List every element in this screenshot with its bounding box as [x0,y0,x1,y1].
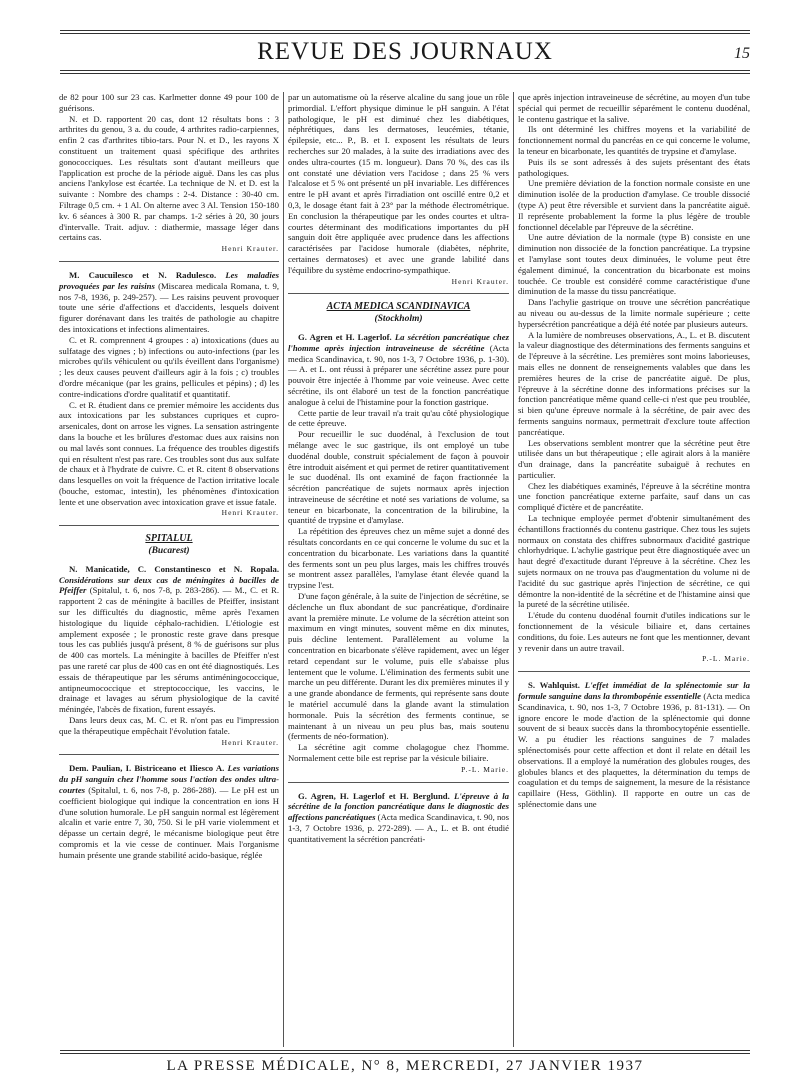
column-divider [283,92,284,1047]
column-3 [518,92,750,810]
paragraph: de 82 pour 100 sur 23 cas. Karlmetter donne 49 pour 100 de guérisons. [59,92,279,113]
header-rule [60,70,750,71]
paragraph: Une première déviation de la fonction normale consiste en une diminution isolée de la production d'amylase. Ce trouble dissocié (type A) peut être réversible et survient dans la pancréatite aiguë. Il représente probablement la forme la plus légère de trouble fonctionnel décelable par l'épreuve de la sécrétine. [518,178,750,232]
paragraph: que après injection intraveineuse de sécrétine, au moyen d'un tube spécial qui permet de recueillir séparément le contenu duodénal, le contenu gastrique et la salive. [518,92,750,124]
article-title: Considérations sur deux cas de méningites à bacilles de Pfeiffer [59,574,279,596]
paragraph: N. et D. rapportent 20 cas, dont 12 résultats bons : 3 arthrites du genou, 3 a. du coude, 4 arthrites radio-carpiennes, enfin 2 cas d'arthrites tibio-tars. Pour N. et D., les rayons X constituent un traitement quasi spécifique des arthrites gonococciques. Les résultats sont d'autant meilleurs que l'application est proche de la période aiguë. Dans les cas plus anciens l'ankylose est écartée. La technique de N. et D. est la suivante : Nombre des champs : 2-4. Distance : 30-40 cm. Filtrage 0,5 cm. + 1 Al. On alterne avec 3 Al. Tension 150-180 kv. 6 séances à 300 R. par champs. 1-2 séries à 20, 30 jours d'intervalle. Trait. adjuv. : diathermie, massage léger dans certains cas. [59,113,279,243]
column-2 [288,92,509,845]
article-abstract [59,270,279,335]
paragraph: Pour recueillir le suc duodénal, à l'exclusion de tout mélange avec le suc gastrique, ils ont employé un tube duodénal double, construit spécialement de façon à pouvoir être introduit aisément et qui permet de retirer quantitativement le suc duodénal. Ils ont examiné de façon fractionnée la sécrétion pancréatique de sujets normaux après injection intraveineuse de sécrétine et noté ses variations de volume, sa teneur en bicarbonate, la concentration de la bilirubine, la quantité de trypsine et d'amylase. [288,429,509,526]
paragraph: Ils ont déterminé les chiffres moyens et la variabilité de fonctionnement normal du pancréas en ce qui concerne le volume, la teneur en bicarbonate, les quantités de trypsine et d'amylase. [518,124,750,156]
article-authors: G. Agren, H. Lagerlof et H. Berglund. [298,790,450,801]
article-reference: (Spitalul, t. 6, nos 7-8, p. 283-286). — M., C. et R. rapportent 2 cas de méningite à bacilles de Pfeiffer, insistant sur les difficultés du diagnostic, même après l'examen histologique du liquide céphalo-rachidien. L'étiologie est amplement exposée ; le pronostic reste grave dans presque tous les cas publiés jusqu'à présent, 8 % de guérisons sur plus de 400 cas mortels. La méningite à bacilles de Pfeiffer n'est pas une rareté car plus de 400 cas en ont été diagnostiqués. Les essais de thérapeutique par les sérums antiméningococcique, antipneumococcique et streptococcique, les vaccins, le drainage et lavages au sérum physiologique de la cavité méningée, l'abcès de fixation, furent essayés. [59,585,280,715]
paragraph: Les observations semblent montrer que la sécrétine peut être utilisée dans un but thérapeutique ; elle agirait alors à la manière d'un drainage, dans la pancréatite subaiguë à rechutes en particulier. [518,437,750,480]
footer-text: LA PRESSE MÉDICALE, N° 8, MERCREDI, 27 JANVIER 1937 [166,1058,644,1074]
paragraph: Dans l'achylie gastrique on trouve une sécrétion pancréatique au niveau ou au-dessus de la limite normale supérieure ; cette hypersécrétion pancréatique a déjà été notée par plusieurs auteurs. [518,297,750,329]
paragraph: C. et R. étudient dans ce premier mémoire les accidents dus aux intoxications par les substances cupriques et cupro-arsenicales, dont on arrose les vignes. La sensation astringente dans la bouche et les brûlures d'estomac dues aux raisins non ou mal lavés sont connues. La fréquence des troubles digestifs qui en résultent n'est pas rare. Ces troubles sont dus aux sulfate de chaux et à l'hydrate de cuivre. C. et R. citent 8 observations dans lesquelles on voit la fréquence de l'action irritative locale (bouche, estomac, intestin), les phénomènes d'intoxication lente et une observation avec intoxication grave et issue fatale. [59,399,279,507]
column-1 [59,92,279,861]
paragraph: Cette partie de leur travail n'a trait qu'au côté physiologique de cette épreuve. [288,407,509,429]
author-signature: Henri Krauter. [451,276,509,286]
column-divider [513,92,514,1047]
article-separator [59,754,279,755]
article-authors: G. Agren et H. Lagerlof. [298,331,392,342]
article-title: L'épreuve à la sécrétine de la fonction pancréatique dans le diagnostic des affections pancréatiques [288,790,509,823]
article-authors: Dem. Paulian, I. Bistriceano et Iliesco A. [69,763,225,774]
author-signature: Henri Krauter. [221,244,279,254]
header-rule [60,30,750,31]
article-reference: (Spitalul, t. 6, nos 7-8, p. 286-288). — Le pH est un coefficient biologique qui indique la concentration en ions H d'une solution humorale. Le pH sanguin normal est légèrement alcalin et varie entre 7, 30, 750. Si le pH varie violemment et dépasse un certain degré, le mécanisme biologique peut être compromis et la vie cesse de continuer. Mais l'organisme humain présente une grande stabilité acido-basique, réglée [59,785,280,860]
article-abstract [518,680,750,810]
header-rule [60,33,750,34]
article-title: Les maladies provoquées par les raisins [59,269,279,291]
section-heading: SPITALUL [145,533,193,545]
paragraph: C. et R. comprennent 4 groupes : a) intoxications (dues au sulfatage des vignes ; b) infections ou auto-infections (par les microbes qu'ils véhiculent ou qu'ils éveillent dans l'organisme) ; les deux causes peuvent d'ailleurs agir à la fois ; c) troubles d'ordre mécanique (par les grains, pellicules et pépins) ; d) les contre-indications d'ordre qualitatif et quantitatif. [59,334,279,399]
paragraph: Dans leurs deux cas, M. C. et R. n'ont pas eu l'impression que la thérapeutique empêchait l'évolution fatale. [59,715,279,736]
article-authors: S. Wahlquist. [528,680,580,691]
author-signature: Henri Krauter. [221,508,279,518]
paragraph: Une autre déviation de la normale (type B) consiste en une diminution non dissociée de la fonction pancréatique. La trypsine et l'amylase sont toutes deux diminuées, le volume peut être également diminué, la concentration du bicarbonate est moins touchée. Ce trouble est considéré comme caractéristique d'une diminution de la masse du tissu pancréatique. [518,232,750,297]
paragraph: A la lumière de nombreuses observations, A., L. et B. discutent la valeur diagnostique des déterminations des ferments sanguins et de l'épreuve à la sécrétine. Les premières sont moins laborieuses, mais elles ne donnent de renseignements valables que dans les premières heures de la crise de pancréatite aiguë. De plus, l'épreuve à la sécrétine donne des informations précises sur la fonction pancréatique même quand celle-ci n'est que peu troublée, si bien qu'une épreuve normale à la sécrétine, de pair avec des ferments sanguins normaux, permettrait d'exclure toute affection pancréatique. [518,329,750,437]
article-separator [288,782,509,783]
page-number: 15 [734,45,750,62]
author-signature: P.-L. Marie. [702,654,750,664]
paragraph: La répétition des épreuves chez un même sujet a donné des résultats concordants en ce qui concerne le volume du suc et la concentration du bicarbonate. Les variations dans la quantité des ferments sont un peu plus larges, mais les chiffres trouvés se montrent assez parallèles, l'amylase étant élevée quand la trypsine l'est. [288,526,509,591]
paragraph: La sécrétine agit comme cholagogue chez l'homme. Normalement cette bile est reprise par la vésicule biliaire. [288,742,509,764]
header-rule [60,73,750,74]
article-abstract [288,791,509,845]
paragraph: D'une façon générale, à la suite de l'injection de sécrétine, se déclenche un flux abondant de suc pancréatique, d'ordinaire avant la première minute. Le volume de la sécrétion atteint son maximum en vingt minutes, souvent même en dix minutes, puis décline lentement. Parallèlement au volume la concentration en bicarbonate s'élève rapidement, avec un léger retard cependant sur le volume, puis elle s'abaisse plus lentement que le volume. L'élimination des ferments subit une marche un peu différente. Durant les dix premières minutes il y a une grande abondance de ferments, qui représente sans doute le matériel accumulé dans la glande avant la stimulation hormonale. Puis la sécrétion des ferments continue, se maintenant à un niveau un peu plus bas, mais soutenu (ferments de néo-formation). [288,591,509,742]
author-signature: Henri Krauter. [221,737,279,747]
page-header [60,30,750,70]
article-separator [59,261,279,262]
paragraph: Chez les diabétiques examinés, l'épreuve à la sécrétine montra une fonction pancréatique externe parfaite, sauf dans un cas compliqué d'ictère et de pancréatite. [518,480,750,513]
article-authors: N. Manicatide, C. Constantinesco et N. Ropala. [69,563,279,574]
article-reference: (Acta medica Scandinavica, t. 90, nos 1-3, 7 Octobre 1936, p. 81-131). — On ignore encore le mode d'action de la splénectomie qui donne souvent de si beaux succès dans la thrombocytopénie essentielle. W. a pu étudier les réactions sanguines de 7 malades splénectomisés pour cette affection et dont il relate en détail les observations. Il a employé la numération des globules rouges, des globules blancs et des plaquettes, la détermination du temps de coagulation et du temps de saignement, la mesure de la résistance capillaire (Hess, Göthlin). Il rapporte en outre un cas de splénectomie dans une [518,691,751,809]
paragraph: Puis ils se sont adressés à des sujets présentant des états pathologiques. [518,156,750,178]
article-reference: (Acta medica Scandinavica, t. 90, nos 1-3, 7 Octobre 1936, p. 1-30). — A. et L. ont réussi à préparer une sécrétine assez pure pour pouvoir être injectée à l'homme par voie veineuse. Avec cette sécrétine, ils ont élaboré un test de la fonction pancréatique analogue à celui de l'histamine pour la fonction gastrique. [288,342,509,407]
article-separator [59,525,279,526]
footer-rule [60,1050,750,1051]
section-location: (Bucarest) [148,546,190,557]
section-location: (Stockholm) [374,314,423,325]
article-authors: M. Caucuilesco et N. Radulesco. [69,269,217,280]
article-title: Les variations du pH sanguin chez l'homme sous l'action des ondes ultra-courtes [59,763,280,796]
paragraph: par un automatisme où la réserve alcaline du sang joue un rôle primordial. L'effort physique diminue le pH sanguin. A l'état pathologique, le pH est diminué chez les diabétiques, néphrétiques, dans les dermatoses, leucémies, tétanie, épilepsie, etc... P., B. et I. exposent les résultats de leurs recherches sur 20 malades, à la suite des irradiations avec des ondes ultra-courtes (15 m. longueur). Dans 70 %, des cas ils ont constaté une déviation vers l'acidose ; dans 25 % vers l'alcalose et 5 % ont présenté un pH invariable. Les différences entre le pH avant et après l'irradiation ont oscillé entre 0,2 et 0,3, le dosage étant fait à 23° par la méthode électrométrique. En conclusion la thérapeutique par les ondes courtes et ultra-courtes déterminant des modifications importantes du pH sanguin doit être appliquée avec prudence dans les affections caractérisées par l'acidose humorale (diabètes, néphrite, certaines dermatoses) et avec une grande labilité dans l'équilibre du système endocrino-sympathique. [288,92,509,275]
article-abstract [59,763,279,860]
author-signature: P.-L. Marie. [461,764,509,774]
article-reference: (Miscarea medicala Romana, t. 9, nos 7-8, 1936, p. 249-257). — Les raisins peuvent provoquer toute une série d'affections et d'accidents, lesquels doivent figurer dorénavant dans les traités de pathologie au chapitre des intoxications et infections alimentaires. [59,280,280,334]
page-footer [60,1050,750,1080]
page-title: REVUE DES JOURNAUX [257,38,553,65]
article-separator [518,671,750,672]
footer-rule [60,1053,750,1054]
article-title: La sécrétion pancréatique chez l'homme après injection intraveineuse de sécrétine [288,331,509,353]
article-title: L'effet immédiat de la splénectomie sur la formule sanguine dans la thrombopénie essentielle [518,680,751,702]
section-heading: ACTA MEDICA SCANDINAVICA [326,301,471,313]
paragraph: L'étude du contenu duodénal fournit d'utiles indications sur le fonctionnement de la vésicule biliaire et, dans certaines conditions, du foie. Les auteurs ne font que les mentionner, devant y revenir dans un autre travail. [518,610,750,653]
paragraph: La technique employée permet d'obtenir simultanément des échantillons fractionnés du contenu gastrique. Chez tous les sujets normaux on constata des chiffres subnormaux d'acidité gastrique chlorhydrique. L'achylie gastrique peut être diagnostiquée avec un haut degré d'exactitude durant l'épreuve à la sécrétine. Chez les sujets normaux on ne trouva pas d'augmentation du volume ni de l'acidité du suc gastrique après l'injection de sécrétine, ce qui démontre la non-identité de la sécrétine et de l'histamine ainsi que la pureté de la sécrétine utilisée. [518,513,750,610]
article-abstract [59,564,279,715]
article-reference: (Acta medica Scandinavica, t. 90, nos 1-3, 7 Octobre 1936, p. 272-289). — A., L. et B. ont étudié quantitativement la sécrétion pancréati- [288,812,510,844]
article-abstract [288,332,509,408]
article-separator [288,293,509,294]
